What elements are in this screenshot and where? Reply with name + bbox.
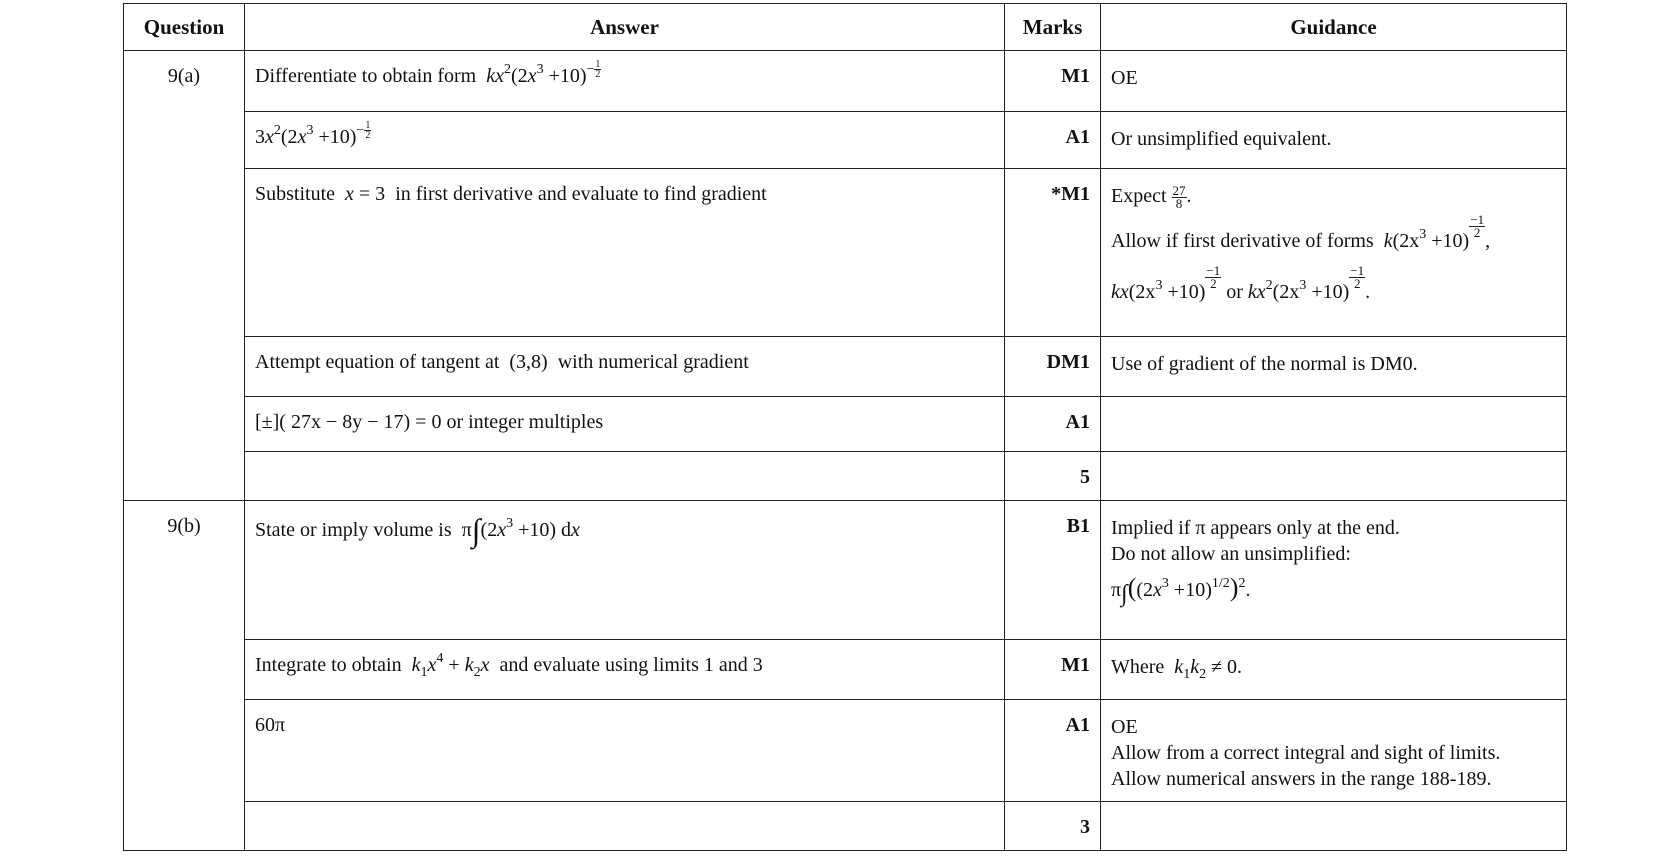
answer-text-continued: with numerical gradient [557,351,749,373]
guidance-line: Allow from a correct integral and sight of limits. [1111,742,1501,764]
math-expression: $k_1x^4 + k_2x$ [411,651,490,680]
math-expression: (3,8) [504,351,553,373]
marks-cell: B1 [1005,501,1101,640]
header-guidance: Guidance [1101,4,1567,51]
table-row [124,802,1567,851]
guidance-line: Allow if first derivative of forms $k(2x^3 +10)$ $\frac{-1}{2}$ , [1111,211,1491,252]
answer-cell [245,452,1005,501]
guidance-cell: Where $k_1k_2 \ne 0$. [1101,640,1567,700]
marks-cell: *M1 [1005,169,1101,337]
answer-cell [245,640,1005,700]
header-row [124,4,1567,51]
table-row [124,337,1567,397]
question-label-9b: 9(b) [124,501,245,851]
table-row [124,169,1567,337]
guidance-line: Allow numerical answers in the range 188-189. [1111,768,1492,790]
answer-cell [245,112,1005,169]
marks-cell: A1 [1005,397,1101,452]
marks-cell: A1 [1005,700,1101,802]
answer-cell [245,337,1005,397]
answer-cell [245,169,1005,337]
answer-text-continued: and evaluate using limits 1 and 3 [499,654,763,676]
mark-scheme-table [123,3,1567,851]
guidance-cell [1101,169,1567,337]
table-row [124,452,1567,501]
math-expression: $kx^2(2x^3 +10)^{- \frac{1}{2}}$ [486,59,601,87]
marks-cell: A1 [1005,112,1101,169]
guidance-cell [1101,397,1567,452]
math-expression: $3x^2(2x^3 +10)^{- \frac{1}{2}}$ [255,120,371,148]
answer-text: 60π [255,714,286,736]
guidance-line: Expect $\frac{27}{8}$ . [1111,182,1192,211]
answer-cell [245,397,1005,452]
answer-text: Attempt equation of tangent at [255,351,500,373]
guidance-cell: OE [1101,51,1567,112]
table-row [124,397,1567,452]
marks-cell: DM1 [1005,337,1101,397]
guidance-cell [1101,700,1567,802]
answer-text: Substitute [255,183,336,205]
answer-cell [245,501,1005,640]
math-expression: $\pi\int(2x^3 +10)$ dx [456,512,580,548]
math-expression: $k_1k_2 \ne 0$. [1174,656,1243,682]
guidance-cell [1101,452,1567,501]
answer-cell [245,802,1005,851]
answer-text: Integrate to obtain [255,654,402,676]
header-marks: Marks [1005,4,1101,51]
table-row [124,501,1567,640]
marks-total-cell: 3 [1005,802,1101,851]
table-row [124,700,1567,802]
guidance-line: Do not allow an unsimplified: [1111,543,1351,565]
table-row [124,112,1567,169]
answer-text: Differentiate to obtain form [255,65,477,87]
guidance-line: OE [1111,716,1138,738]
table-row [124,51,1567,112]
table-row [124,640,1567,700]
guidance-cell [1101,802,1567,851]
math-expression: $\pi\int((2x^3 +10)^{1/2})^2$. [1111,573,1251,607]
header-question: Question [124,4,245,51]
guidance-cell [1101,501,1567,640]
marks-cell: M1 [1005,640,1101,700]
guidance-line: $kx(2x^3 +10)$ $\frac{-1}{2}$ or $kx^2(2x^3 +10)$ $\frac{-1}{2}$ . [1111,262,1371,303]
answer-cell [245,700,1005,802]
header-answer: Answer [245,4,1005,51]
question-label-9a: 9(a) [124,51,245,501]
answer-text: [±]( 27x − 8y − 17) = 0 [255,411,442,433]
guidance-cell: Use of gradient of the normal is DM0. [1101,337,1567,397]
marks-total-cell: 5 [1005,452,1101,501]
answer-text: State or imply volume is [255,519,452,541]
guidance-cell: Or unsimplified equivalent. [1101,112,1567,169]
marks-cell: M1 [1005,51,1101,112]
answer-text-continued: or integer multiples [446,411,604,433]
guidance-line: Implied if π appears only at the end. [1111,517,1400,539]
answer-cell [245,51,1005,112]
math-expression: x = 3 [345,183,391,205]
answer-text-continued: in first derivative and evaluate to find gradient [395,183,767,205]
